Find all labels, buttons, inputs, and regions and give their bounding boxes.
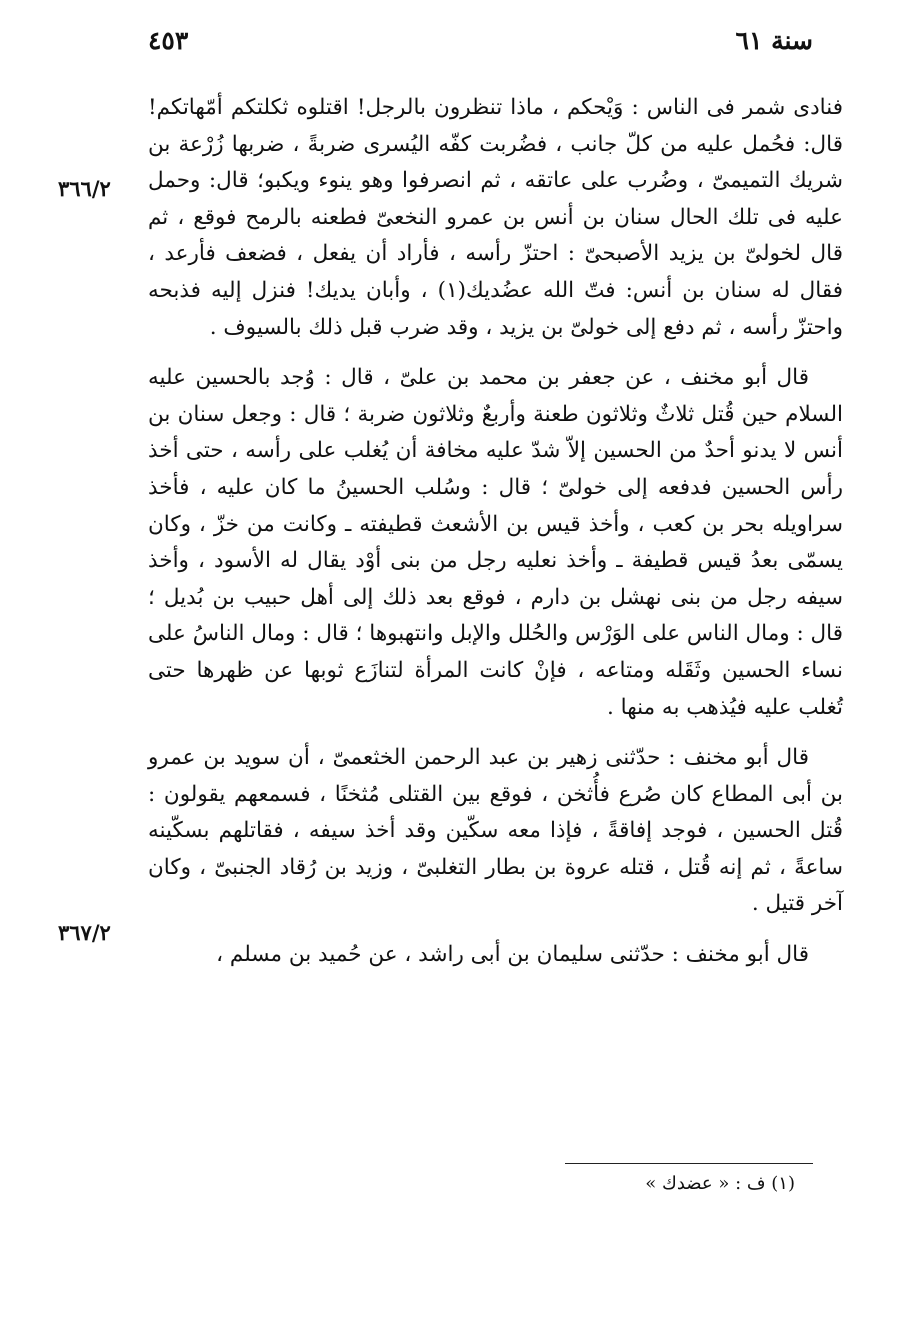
paragraph: قال أبو مخنف ، عن جعفر بن محمد بن علىّ ، قال : وُجد بالحسين عليه السلام حين قُتل ثلاثٌ وثلاثون طعنة وأربعٌ وثلاثون ضربة ؛ قال : وجعل سنان بن أنس لا يدنو أحدٌ من الحسين إلاّ شدّ عليه مخافة أن يُغلب على رأسه ، حتى أخذ رأس الحسين فدفعه إلى خولىّ ؛ قال : وسُلب الحسينُ ما كان عليه ، فأخذ سراويله بحر بن كعب ، وأخذ قيس بن الأشعث قطيفته ـ وكانت من خزّ ، وكان يسمّى بعدُ قيس قطيفة ـ وأخذ نعليه رجل من بنى أوْد يقال له الأسود ، وأخذ سيفه رجل من بنى نهشل بن دارم ، فوقع بعد ذلك إلى أهل حبيب بن بُديل ؛ قال : ومال الناس على الوَرْس والحُلل والإبل وانتهبوها ؛ قال : ومال الناسُ على نساء الحسين وثَقَله ومتاعه ، فإنْ كانت المرأة لتنازَع ثوبها عن ظهرها حتى تُغلب عليه فيُذهب به منها . bbox=[148, 365, 843, 720]
margin-reference: ٣٦٦/٢ bbox=[58, 176, 111, 201]
margin-reference: ٣٦٧/٢ bbox=[58, 920, 111, 945]
paragraph: قال أبو مخنف : حدّثنى سليمان بن أبى راشد ، عن حُميد بن مسلم ، bbox=[216, 942, 809, 968]
running-header-year: سنة ٦١ bbox=[735, 26, 813, 55]
paragraph: فنادى شمر فى الناس : وَيْحكم ، ماذا تنظرون بالرجل! اقتلوه ثكلتكم أمّهاتكم! قال: فحُمل عليه من كلّ جانب ، فضُربت كفّه اليُسرى ضربةً ، ضربها زُرْعة بن شريك التميمىّ ، وضُرب على عاتقه ، ثم انصرفوا وهو ينوء ويكبو؛ قال: وحمل عليه فى تلك الحال سنان بن أنس بن عمرو النخعىّ فطعنه بالرمح فوقع ، ثم قال لخولىّ بن يزيد الأصبحىّ : احتزّ رأسه ، فأراد أن يفعل ، فضعف فأرعد ، فقال له سنان بن أنس: فتّ الله عضُديك(١) ، وأبان يديك! فنزل إليه فذبحه واحتزّ رأسه ، ثم دفع إلى خولىّ بن يزيد ، وقد ضرب قبل ذلك بالسيوف . bbox=[148, 95, 844, 340]
paragraph: قال أبو مخنف : حدّثنى زهير بن عبد الرحمن الخثعمىّ ، أن سويد بن عمرو بن أبى المطاع كان صُرع فأُثخن ، فوقع بين القتلى مُثخنًا ، فسمعهم يقولون : قُتل الحسين ، فوجد إفاقةً ، فإذا معه سكّين وقد أخذ سيفه ، فقاتلهم بسكّينه ساعةً ، ثم إنه قُتل ، قتله عروة بن بطار التغلبىّ ، وزيد بن رُقاد الجنبىّ ، وكان آخر قتيل . bbox=[148, 745, 843, 917]
footnote-divider bbox=[565, 1163, 813, 1164]
footnote: (١) ف : « عضدك » bbox=[645, 1173, 795, 1194]
main-text bbox=[148, 90, 843, 974]
page-number: ٤٥٣ bbox=[148, 26, 189, 55]
